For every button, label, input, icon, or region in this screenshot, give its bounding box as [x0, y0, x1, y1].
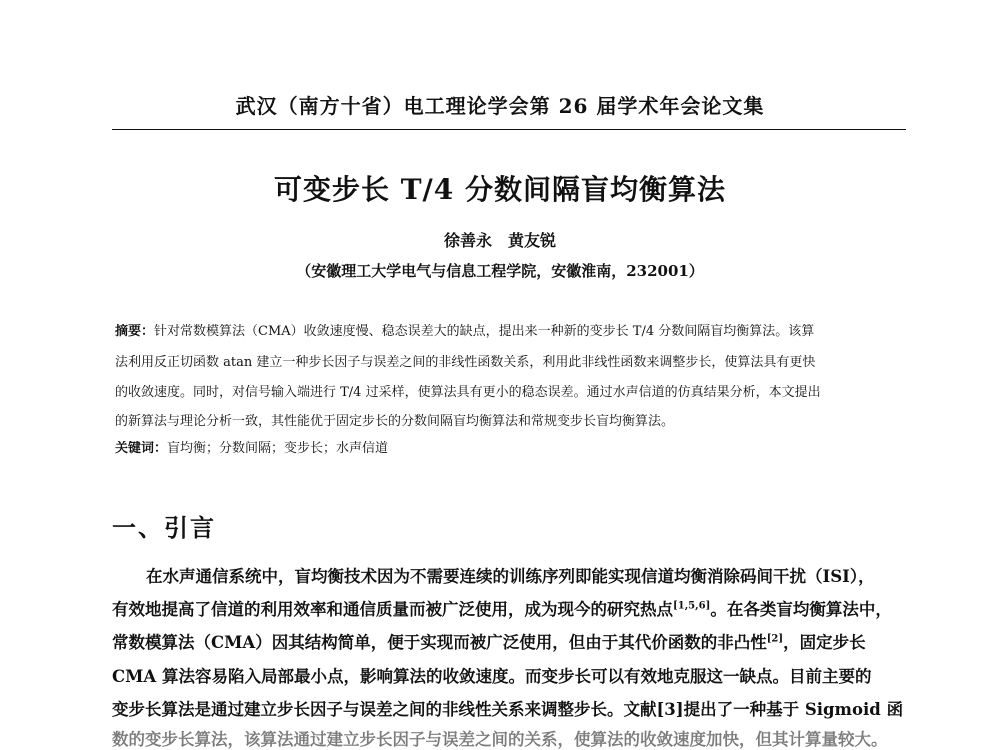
abstract-line: 法利用反正切函数 atan 建立一种步长因子与误差之间的非线性函数关系，利用此非线性函数来调整步长，使算法具有更快 [115, 355, 816, 370]
header-rule [112, 129, 906, 130]
abstract-line [115, 324, 905, 340]
section-heading: 一、引言 [112, 513, 216, 542]
body-line [112, 633, 906, 653]
body-line: CMA 算法容易陷入局部最小点，影响算法的收敛速度。而变步长可以有效地克服这一缺点。目前主要的 [112, 667, 872, 686]
keywords-line [115, 441, 905, 457]
body-line: 数的变步长算法，该算法通过建立步长因子与误差之间的关系，使算法的收敛速度加快，但其计算量较大。 [112, 730, 888, 749]
citation: [2] [766, 633, 784, 645]
journal-header: 武汉（南方十省）电工理论学会第 26 届学术年会论文集 [235, 94, 765, 118]
body-line: 在水声通信系统中，盲均衡技术因为不需要连续的训练序列即能实现信道均衡消除码间干扰（ISI）， [146, 567, 875, 586]
abstract-line: 的新算法与理论分析一致，其性能优于固定步长的分数间隔盲均衡算法和常规变步长盲均衡算法。 [115, 414, 675, 429]
body-text: 有效地提高了信道的利用效率和通信质量而被广泛使用，成为现今的研究热点 [112, 600, 673, 619]
keywords-text: 盲均衡；分数间隔；变步长；水声信道 [167, 441, 389, 456]
abstract-text: 针对常数模算法（CMA）收敛速度慢、稳态误差大的缺点，提出来一种新的变步长 T/4 分数间隔盲均衡算法。该算 [154, 324, 815, 339]
body-text: ，固定步长 [783, 633, 866, 652]
body-text: 常数模算法（CMA）因其结构简单，便于实现而被广泛使用，但由于其代价函数的非凸性 [112, 633, 767, 652]
citation: [1,5,6] [673, 600, 711, 612]
body-line [112, 600, 906, 620]
paper-title: 可变步长 T/4 分数间隔盲均衡算法 [273, 173, 727, 206]
body-line: 变步长算法是通过建立步长因子与误差之间的非线性关系来调整步长。文献[3]提出了一种基于 Sigmoid 函 [112, 700, 904, 719]
abstract-label: 摘要： [115, 324, 155, 339]
abstract-line: 的收敛速度。同时，对信号输入端进行 T/4 过采样，使算法具有更小的稳态误差。通过水声信道的仿真结果分析，本文提出 [115, 385, 821, 400]
authors: 徐善永 黄友锐 [443, 231, 556, 250]
body-text: 。在各类盲均衡算法中， [710, 600, 892, 619]
keywords-label: 关键词： [115, 441, 168, 456]
affiliation: （安徽理工大学电气与信息工程学院，安徽淮南，232001） [296, 262, 704, 280]
